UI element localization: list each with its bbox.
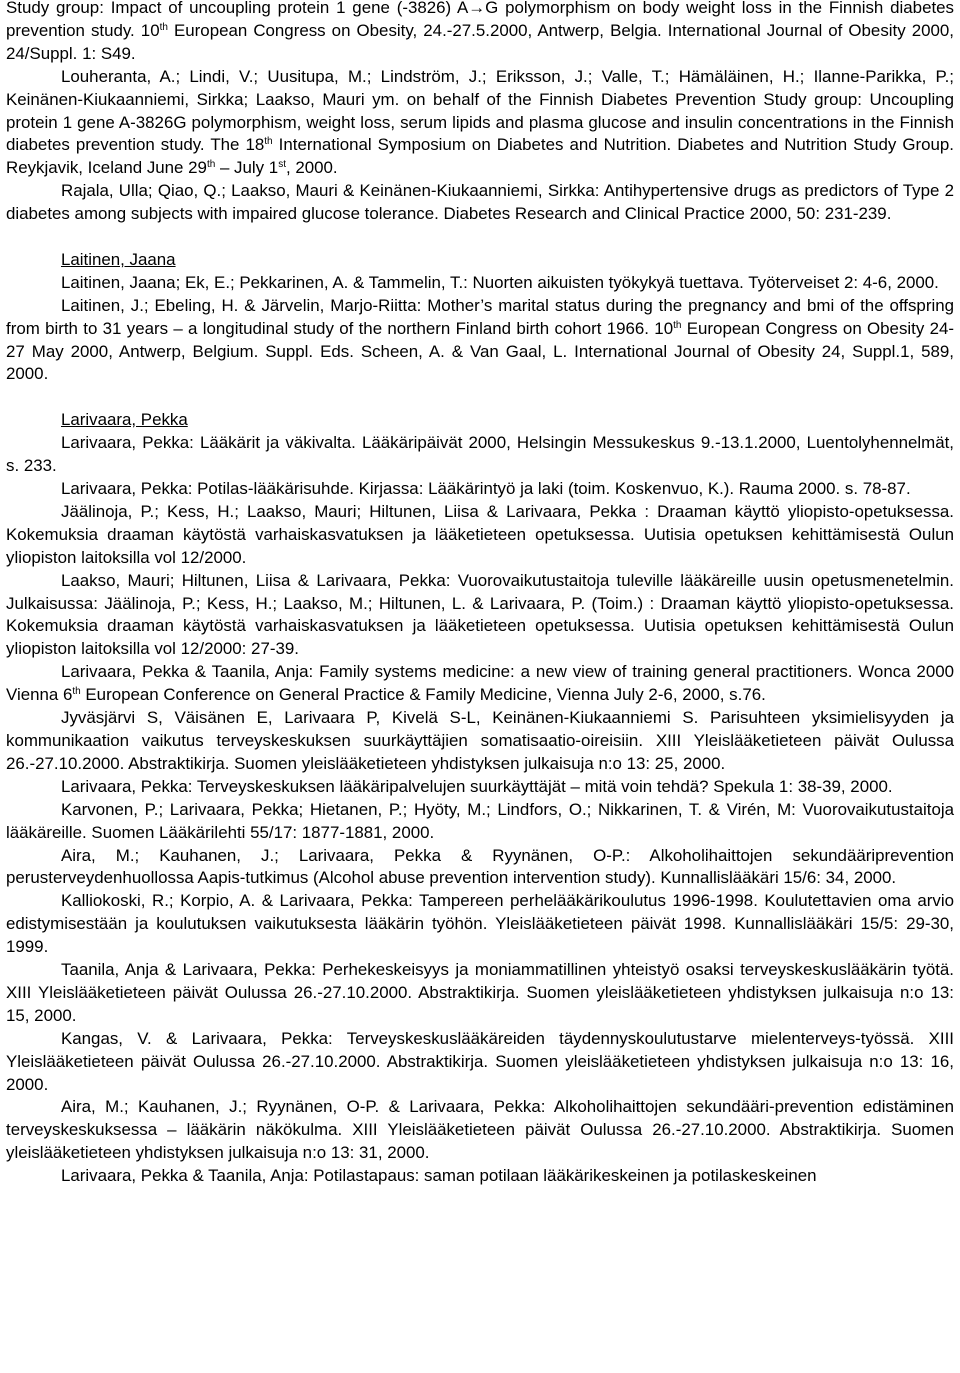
citation-larivaara-11 [6, 959, 954, 1028]
citation-superscript: st [278, 159, 286, 171]
citation-larivaara-10 [6, 890, 954, 959]
citation-larivaara-1 [6, 432, 954, 478]
citation-louheranta-2000 [6, 66, 954, 181]
citation-text: Aira, M.; Kauhanen, J.; Ryynänen, O-P. & Larivaara, Pekka: Alkoholihaittojen sekundääri-prevention edistäminen terveyskeskuksessa – lääkärin näkökulma. XIII Yleislääketieteen päivät Oulussa 26.-27.10.2000. Abstraktikirja. Suomen yleislääketieteen yhdistyksen julkaisuja n:o 13: 31, 2000. [6, 1097, 954, 1163]
citation-text: Kalliokoski, R.; Korpio, A. & Larivaara, Pekka: Tampereen perhelääkärikoulutus 1996-1998. Koulutettavien oma arvio edistymisestään ja koulutuksen vaikutuksesta lääkärin työhön. Yleislääketieteen päivät 1998. Kunnallislääkäri 15/5: 29-30, 1999. [6, 891, 954, 957]
citation-laitinen-ebeling [6, 295, 954, 387]
citation-superscript: th [206, 159, 216, 171]
citation-text: International Symposium on Diabetes and Nutrition. Diabetes and Nutrition Study Group. Reykjavik, Iceland June 29 [6, 135, 954, 178]
citation-text: Louheranta, A.; Lindi, V.; Uusitupa, M.; Lindström, J.; Eriksson, J.; Valle, T.; Hämäläinen, H.; Ilanne-Parikka, P.; Keinänen-Kiukaanniemi, Sirkka; Laakso, Mauri ym. on behalf of the Finnish Diabetes Prevention Study group: Uncoupling protein 1 gene A-3826G polymorphism, weight loss, serum lipids and plasma glucose and insulin concentrations in the Finnish diabetes prevention study. The 18 [6, 66, 954, 155]
citation-larivaara-9 [6, 845, 954, 891]
citation-text: – July 1 [215, 158, 279, 178]
citation-superscript: th [72, 686, 81, 698]
spacer [6, 226, 954, 249]
citation-superscript: th [264, 136, 273, 148]
citation-superscript: th [673, 319, 682, 331]
author-heading-larivaara: Larivaara, Pekka [61, 410, 188, 430]
citation-text: Jyväsjärvi S, Väisänen E, Larivaara P, Kivelä S-L, Keinänen-Kiukaanniemi S. Parisuhteen yksimielisyyden ja kommunikaation vaikutus terveyskeskuksen suurkäyttäjien somatisaatio-oireisiin. XIII Yleislääketieteen päivät Oulussa 26.-27.10.2000. Abstraktikirja. Suomen yleislääketieteen yhdistyksen julkaisuja n:o 13: 25, 2000. [6, 708, 954, 773]
citation-text: Karvonen, P.; Larivaara, Pekka; Hietanen, P.; Hyöty, M.; Lindfors, O.; Nikkarinen, T. & Virén, M: Vuorovaikutustaitoja lääkäreille. Suomen Lääkärilehti 55/17: 1877-1881, 2000. [6, 799, 954, 842]
citation-larivaara-13 [6, 1096, 954, 1165]
citation-text: Kangas, V. & Larivaara, Pekka: Terveyskeskuslääkäreiden täydennyskoulutustarve mielenterveys-työssä. XIII Yleislääketieteen päivät Oulussa 26.-27.10.2000. Abstraktikirja. Suomen yleislääketieteen yhdistyksen julkaisuja n:o 13: 16, 2000. [6, 1028, 954, 1094]
entries-top [6, 0, 954, 226]
citation-text: Laitinen, J.; Ebeling, H. & Järvelin, Marjo-Riitta: Mother’s marital status during the pregnancy and bmi of the offspring from birth to 31 years – a longitudinal study of the northern Finland birth cohort 1966. 10 [6, 295, 954, 338]
spacer [6, 386, 954, 409]
citation-larivaara-14 [6, 1165, 954, 1188]
citation-laitinen-tyoterveiset [6, 272, 954, 295]
citation-obesity-congress-study-group [6, 0, 954, 66]
citation-text: Larivaara, Pekka & Taanila, Anja: Potilastapaus: saman potilaan lääkärikeskeinen ja potilaskeskeinen [61, 1166, 817, 1186]
section-larivaara [6, 409, 954, 1188]
citation-larivaara-5 [6, 661, 954, 707]
citation-text: Jäälinoja, P.; Kess, H.; Laakso, Mauri; Hiltunen, Liisa & Larivaara, Pekka : Draaman käyttö yliopisto-opetuksessa. Kokemuksia draaman käytöstä varhaiskasvatuksen ja lääketieteen opetuksessa. Uutisia opetuksen kehittämisestä Oulun yliopiston laitoksilla vol 12/2000. [6, 501, 954, 567]
citation-text: Laakso, Mauri; Hiltunen, Liisa & Larivaara, Pekka: Vuorovaikutustaitoja tuleville lääkäreille uusin opetusmenetelmin. Julkaisussa: Jäälinoja, P.; Kess, H.; Laakso, M.; Hiltunen, L. & Larivaara, P. (Toim.) : Draaman käyttö yliopisto-opetuksessa. Kokemuksia draaman käytöstä varhaiskasvatuksen ja lääketieteen opetuksessa. Uutisia opetuksen kehittämisestä Oulun yliopiston laitoksilla vol 12/2000: 27-39. [6, 570, 954, 659]
citation-text: Study group: Impact of uncoupling protein 1 gene (-3826) A→G polymorphism on body weight loss in the Finnish diabetes prevention study. 10 [6, 0, 954, 40]
citation-text: , 2000. [285, 158, 338, 178]
citation-larivaara-6 [6, 707, 954, 776]
citation-larivaara-12 [6, 1028, 954, 1097]
citation-text: European Congress on Obesity 24-27 May 2000, Antwerp, Belgium. Suppl. Eds. Scheen, A. & Van Gaal, L. International Journal of Obesity 24, Suppl.1, 589, 2000. [6, 318, 954, 384]
citation-text: Aira, M.; Kauhanen, J.; Larivaara, Pekka & Ryynänen, O-P.: Alkoholihaittojen sekundääriprevention perusterveydenhuollossa Aapis-tutkimus (Alcohol abuse prevention intervention study). Kunnallislääkäri 15/6: 34, 2000. [6, 845, 954, 888]
citation-text: European Conference on General Practice & Family Medicine, Vienna July 2-6, 2000, s.76. [80, 685, 766, 705]
citation-text: Taanila, Anja & Larivaara, Pekka: Perhekeskeisyys ja moniammatillinen yhteistyö osaksi terveyskeskuslääkärin työtä. XIII Yleislääketieteen päivät Oulussa 26.-27.10.2000. Abstraktikirja. Suomen yleislääketieteen yhdistyksen julkaisuja n:o 13: 15, 2000. [6, 960, 954, 1025]
citation-text: European Congress on Obesity, 24.-27.5.2000, Antwerp, Belgia. International Journal of Obesity 2000, 24/Suppl. 1: S49. [6, 20, 954, 63]
citation-larivaara-8 [6, 799, 954, 845]
citation-larivaara-3 [6, 501, 954, 570]
citation-larivaara-4 [6, 570, 954, 662]
citation-larivaara-2 [6, 478, 954, 501]
citation-text: Larivaara, Pekka: Potilas-lääkärisuhde. Kirjassa: Lääkärintyö ja laki (toim. Koskenvuo, K.). Rauma 2000. s. 78-87. [61, 479, 911, 498]
citation-text: Rajala, Ulla; Qiao, Q.; Laakso, Mauri & Keinänen-Kiukaanniemi, Sirkka: Antihypertensive drugs as predictors of Type 2 diabetes among subjects with impaired glucose tolerance. Diabetes Research and Clinical Practice 2000, 50: 231-239. [6, 181, 954, 224]
citation-larivaara-7 [6, 776, 954, 799]
author-heading-laitinen: Laitinen, Jaana [61, 249, 176, 269]
citation-text: Larivaara, Pekka: Lääkärit ja väkivalta. Lääkäripäivät 2000, Helsingin Messukeskus 9.-13.1.2000, Luentolyhennelmät, s. 233. [6, 433, 954, 476]
citation-text: Larivaara, Pekka: Terveyskeskuksen lääkäripalvelujen suurkäyttäjät – mitä voin tehdä? Spekula 1: 38-39, 2000. [61, 776, 893, 796]
citation-text: Larivaara, Pekka & Taanila, Anja: Family systems medicine: a new view of training general practitioners. Wonca 2000 Vienna 6 [6, 662, 954, 705]
citation-superscript: th [159, 21, 168, 33]
citation-text: Laitinen, Jaana; Ek, E.; Pekkarinen, A. & Tammelin, T.: Nuorten aikuisten työkykyä tuettava. Työterveiset 2: 4-6, 2000. [61, 272, 939, 292]
citation-rajala-2000 [6, 180, 954, 226]
section-laitinen [6, 249, 954, 386]
